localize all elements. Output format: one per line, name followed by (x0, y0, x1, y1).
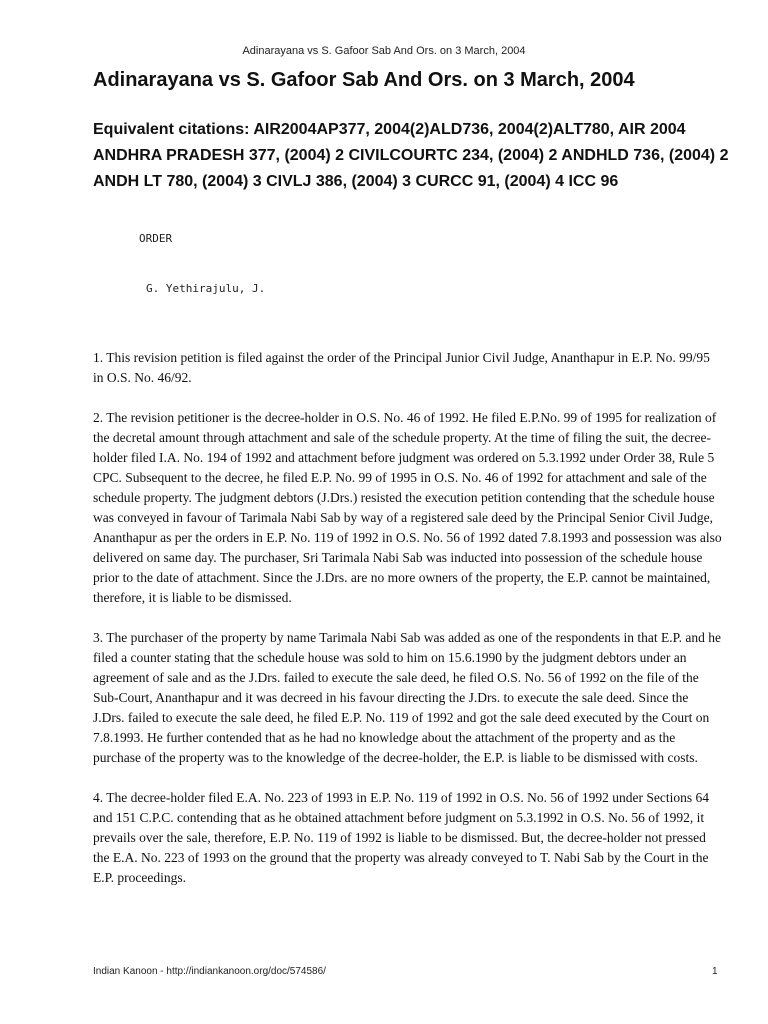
equivalent-citations: Equivalent citations: AIR2004AP377, 2004(2)ALD736, 2004(2)ALT780, AIR 2004 ANDHRA PRADESH 377, (2004) 2 CIVILCOURTC 234, (2004) 2 ANDHLD 736, (2004) 2 ANDH LT 780, (2004) 3 CIVLJ 386, (2004) 3 CURCC 91, (2004) 4 ICC 96 (93, 121, 729, 190)
running-header: Adinarayana vs S. Gafoor Sab And Ors. on 3 March, 2004 (242, 45, 526, 57)
paragraph-1: 1. This revision petition is filed against the order of the Principal Junior Civil Judge, Ananthapur in E.P. No. 99/95 in O.S. No. 46/92. (93, 350, 710, 385)
judgment-body (93, 348, 723, 908)
footer-source-link[interactable]: Indian Kanoon - http://indiankanoon.org/doc/574586/ (93, 966, 326, 977)
paragraph-2: 2. The revision petitioner is the decree-holder in O.S. No. 46 of 1992. He filed E.P.No. 99 of 1995 for realization of the decretal amount through attachment and sale of the schedule property. At the time of filing the suit, the decree-holder filed I.A. No. 194 of 1992 and attachment before judgment was ordered on 5.3.1992 under Order 38, Rule 5 CPC. Subsequent to the decree, he filed E.P. No. 99 of 1995 in O.S. No. 46 of 1992 for attachment and sale of the schedule property. The judgment debtors (J.Drs.) resisted the execution petition contending that the schedule house was conveyed in favour of Tarimala Nabi Sab by way of a registered sale deed by the Principal Senior Civil Judge, Ananthapur as per the orders in E.P. No. 119 of 1992 in O.S. No. 56 of 1992 dated 7.8.1993 and possession was also delivered on same day. The purchaser, Sri Tarimala Nabi Sab was inducted into possession of the schedule house prior to the date of attachment. Since the J.Drs. are no more owners of the property, the E.P. cannot be maintained, therefore, it is liable to be dismissed. (93, 410, 722, 605)
paragraph-3: 3. The purchaser of the property by name Tarimala Nabi Sab was added as one of the respondents in that E.P. and he filed a counter stating that the schedule house was sold to him on 15.6.1990 by the judgment debtors under an agreement of sale and as the J.Drs. failed to execute the sale deed, he filed O.S. No. 56 of 1992 on the file of the Sub-Court, Ananthapur and it was decreed in his favour directing the J.Drs. to execute the sale deed. Since the J.Drs. failed to execute the sale deed, he filed E.P. No. 119 of 1992 and got the sale deed executed by the Court on 7.8.1993. He further contended that as he had no knowledge about the attachment of the property and as the purchase of the property was to the knowledge of the decree-holder, the E.P. is liable to be dismissed with costs. (93, 630, 722, 765)
page-number: 1 (712, 966, 718, 977)
document-title: Adinarayana vs S. Gafoor Sab And Ors. on 3 March, 2004 (93, 69, 635, 91)
judge-name: G. Yethirajulu, J. (146, 282, 266, 295)
paragraph-4: 4. The decree-holder filed E.A. No. 223 of 1993 in E.P. No. 119 of 1992 in O.S. No. 56 of 1992 under Sections 64 and 151 C.P.C. contending that as he obtained attachment before judgment on 5.3.1992 in O.S. No. 56 of 1992, it prevails over the sale, therefore, E.P. No. 119 of 1992 is liable to be dismissed. But, the decree-holder not pressed the E.A. No. 223 of 1993 on the ground that the property was already conveyed to T. Nabi Sab by the Court in the E.P. proceedings. (93, 790, 710, 885)
order-label: ORDER (139, 232, 173, 245)
